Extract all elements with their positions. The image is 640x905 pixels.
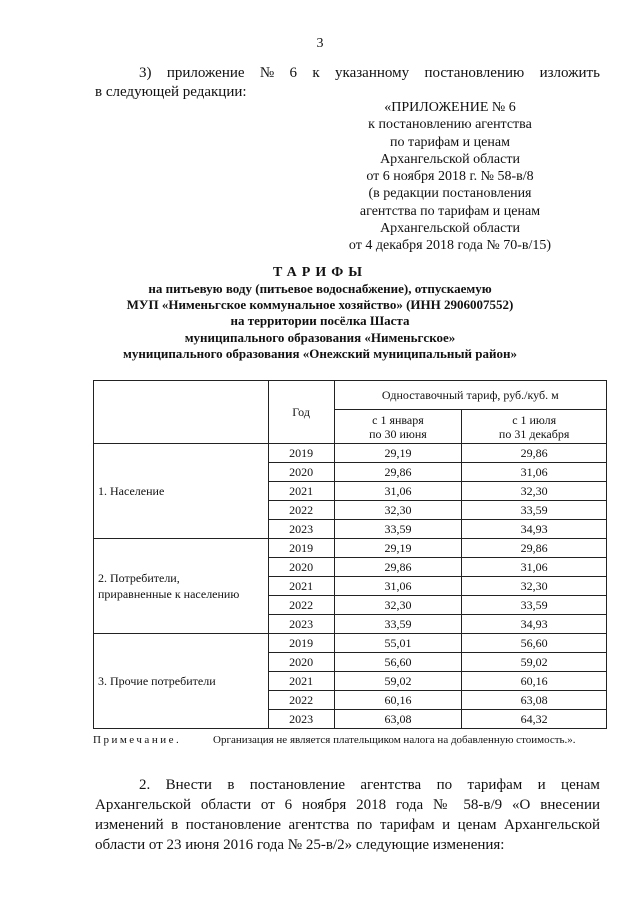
tariff-second-half-cell: 34,93 (462, 615, 607, 634)
tariff-first-half-cell: 59,02 (334, 672, 462, 691)
document-title (60, 264, 580, 362)
item-3-word: 3) (139, 65, 152, 81)
table-row (94, 634, 607, 653)
year-cell: 2022 (268, 691, 334, 710)
tariff-second-half-cell: 32,30 (462, 577, 607, 596)
year-cell: 2019 (268, 444, 334, 463)
appendix-line: от 6 ноября 2018 г. № 58-в/8 (366, 169, 534, 185)
item-2-word: в (227, 777, 235, 793)
appendix-line: от 4 декабря 2018 года № 70-в/15) (348, 238, 552, 254)
item-2-line: изменений в постановление агентства по тарифам и ценам Архангельской (95, 817, 600, 833)
header-empty-cell (94, 381, 269, 444)
appendix-line: к постановлению агентства (368, 117, 532, 133)
tariff-first-half-cell: 29,19 (334, 539, 462, 558)
header-period-second-half: с 1 июля по 31 декабря (462, 410, 607, 444)
tariff-first-half-cell: 31,06 (334, 482, 462, 501)
item-2-word: по (436, 777, 453, 793)
header-year: Год (268, 381, 334, 444)
note-text: Организация не является плательщиком налога на добавленную стоимость.». (213, 734, 576, 746)
item-2-word: ценам (561, 777, 600, 793)
tariff-second-half-cell: 33,59 (462, 501, 607, 520)
appendix-line: Архангельской области (380, 151, 520, 167)
item-2-word: Внести (165, 777, 212, 793)
year-cell: 2022 (268, 596, 334, 615)
item-2-word: постановление (249, 777, 346, 793)
tariff-first-half-cell: 29,86 (334, 558, 462, 577)
year-cell: 2019 (268, 539, 334, 558)
year-cell: 2021 (268, 482, 334, 501)
item-2-word: и (537, 777, 546, 793)
table-row (94, 539, 607, 558)
tariff-second-half-cell: 32,30 (462, 482, 607, 501)
title-line: муниципального образования «Онежский муниципальный район» (123, 345, 517, 361)
item-3-paragraph (95, 64, 600, 102)
item-2-word: агентства (360, 777, 422, 793)
tariff-first-half-cell: 32,30 (334, 596, 462, 615)
tariff-second-half-cell: 31,06 (462, 463, 607, 482)
tariff-second-half-cell: 64,32 (462, 710, 607, 729)
year-cell: 2023 (268, 520, 334, 539)
item-2-first-line (95, 775, 600, 795)
tariff-second-half-cell: 34,93 (462, 520, 607, 539)
category-cell: 2. Потребители, приравненные к населению (94, 539, 269, 634)
tariff-first-half-cell: 31,06 (334, 577, 462, 596)
year-cell: 2020 (268, 463, 334, 482)
appendix-line: «ПРИЛОЖЕНИЕ № 6 (384, 100, 516, 115)
item-2-word: тарифам (467, 777, 523, 793)
title-line: на территории посёлка Шаста (230, 313, 410, 329)
title-line: на питьевую воду (питьевое водоснабжение), отпускаемую (148, 281, 492, 296)
item-3-word: приложение (166, 65, 245, 81)
table-note (93, 733, 605, 747)
tariff-first-half-cell: 63,08 (334, 710, 462, 729)
item-2-last-line: области от 23 июня 2016 года № 25-в/2» следующие изменения: (95, 837, 505, 853)
year-cell: 2021 (268, 577, 334, 596)
tariff-second-half-cell: 29,86 (462, 539, 607, 558)
page-number: 3 (316, 36, 324, 51)
item-3-word: № (259, 65, 275, 81)
item-2-paragraph (95, 775, 600, 855)
item-2-word: 2. (139, 777, 151, 793)
tariff-second-half-cell: 59,02 (462, 653, 607, 672)
title-heading: ТАРИФЫ (273, 265, 367, 280)
appendix-block (330, 99, 570, 255)
appendix-line: по тарифам и ценам (390, 134, 510, 150)
year-cell: 2022 (268, 501, 334, 520)
item-3-first-line (95, 64, 600, 83)
tariff-first-half-cell: 55,01 (334, 634, 462, 653)
tariff-first-half-cell: 29,86 (334, 463, 462, 482)
appendix-line: агентства по тарифам и ценам (359, 203, 541, 219)
header-tariff: Одноставочный тариф, руб./куб. м (334, 381, 606, 410)
year-cell: 2021 (268, 672, 334, 691)
tariff-first-half-cell: 56,60 (334, 653, 462, 672)
tariff-second-half-cell: 29,86 (462, 444, 607, 463)
tariff-second-half-cell: 63,08 (462, 691, 607, 710)
tariff-first-half-cell: 33,59 (334, 520, 462, 539)
tariff-first-half-cell: 33,59 (334, 615, 462, 634)
year-cell: 2020 (268, 653, 334, 672)
category-cell: 3. Прочие потребители (94, 634, 269, 729)
tariff-first-half-cell: 32,30 (334, 501, 462, 520)
item-3-word: 6 (289, 65, 298, 81)
item-3-word: изложить (539, 65, 600, 81)
item-3-word: постановлению (424, 65, 525, 81)
table-row (94, 444, 607, 463)
appendix-line: Архангельской области (380, 221, 520, 237)
title-line: муниципального образования «Нименьгское» (184, 329, 456, 345)
title-line: МУП «Нименьгское коммунальное хозяйство» (ИНН 2906007552) (126, 297, 514, 313)
tariff-table (93, 380, 607, 729)
category-cell: 1. Население (94, 444, 269, 539)
item-2-line: Архангельской области от 6 ноября 2018 года № 58-в/9 «О внесении (95, 797, 600, 813)
item-3-second-line: в следующей редакции: (95, 84, 247, 100)
header-period-first-half: с 1 января по 30 июня (334, 410, 462, 444)
tariff-second-half-cell: 33,59 (462, 596, 607, 615)
tariff-second-half-cell: 56,60 (462, 634, 607, 653)
year-cell: 2023 (268, 615, 334, 634)
item-3-word: к (312, 65, 320, 81)
note-label: Примечание. (93, 734, 182, 746)
appendix-line: (в редакции постановления (368, 186, 532, 202)
tariff-first-half-cell: 60,16 (334, 691, 462, 710)
tariff-second-half-cell: 31,06 (462, 558, 607, 577)
tariff-first-half-cell: 29,19 (334, 444, 462, 463)
tariff-second-half-cell: 60,16 (462, 672, 607, 691)
year-cell: 2020 (268, 558, 334, 577)
item-3-word: указанному (335, 65, 410, 81)
year-cell: 2023 (268, 710, 334, 729)
year-cell: 2019 (268, 634, 334, 653)
